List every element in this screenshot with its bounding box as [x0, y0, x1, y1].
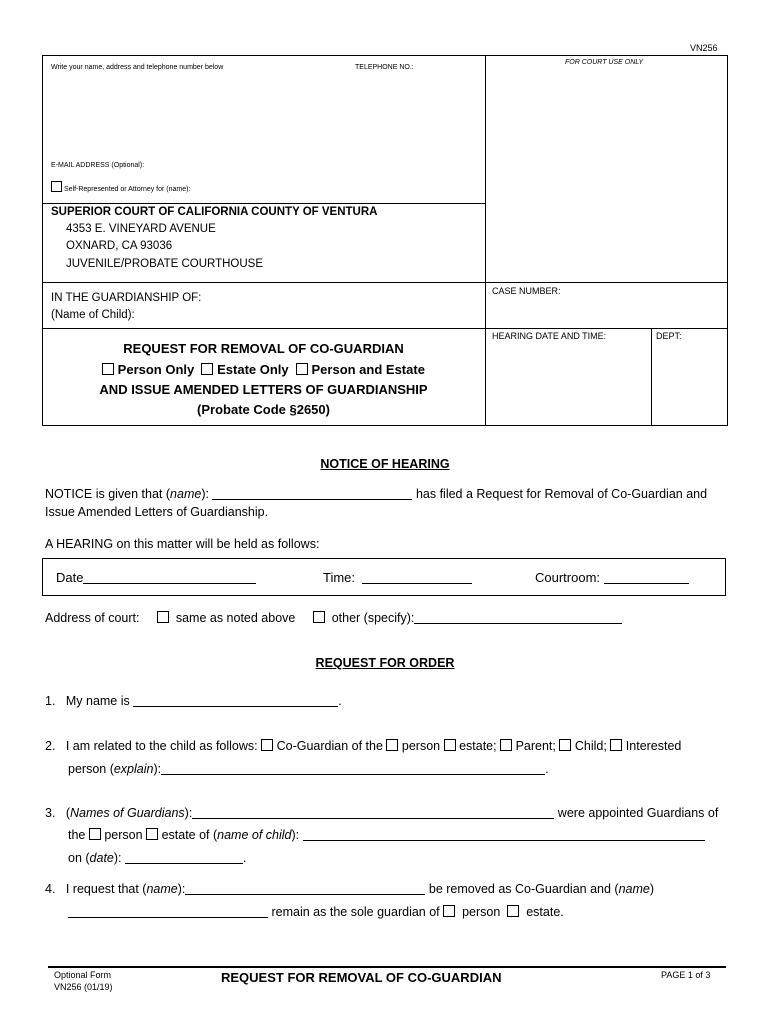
guardians-names-label: Names of Guardians: [70, 806, 185, 820]
item-4-line2: [68, 905, 564, 919]
child-rel-label: Child;: [574, 739, 607, 753]
estate-only-checkbox[interactable]: [201, 363, 213, 375]
time-field[interactable]: [362, 571, 472, 584]
coguardian-checkbox[interactable]: [261, 739, 273, 751]
title-line3: AND ISSUE AMENDED LETTERS OF GUARDIANSHIP: [99, 382, 428, 397]
item-4-prefix: I request that (: [65, 882, 147, 896]
form-id: VN256: [690, 43, 718, 53]
item-1-num: 1.: [45, 694, 56, 708]
name-address-label: Write your name, address and telephone number below: [51, 64, 224, 71]
court-name: SUPERIOR COURT OF CALIFORNIA COUNTY OF VENTURA: [51, 206, 378, 218]
courtroom-label: Courtroom:: [535, 570, 601, 585]
divider: [42, 328, 728, 329]
address-row: [45, 611, 622, 625]
self-rep-row: [51, 181, 190, 193]
item-3-num: 3.: [45, 806, 56, 820]
date-row: [56, 570, 256, 585]
item-4: [45, 882, 654, 896]
parent-checkbox[interactable]: [500, 739, 512, 751]
notice-line2: Issue Amended Letters of Guardianship.: [45, 505, 269, 519]
item-3-open: (: [65, 806, 71, 820]
coguardian-label: Co-Guardian of the: [276, 739, 383, 753]
person-only-checkbox[interactable]: [102, 363, 114, 375]
item-3-line2: [68, 828, 705, 842]
form-title: REQUEST FOR REMOVAL OF CO-GUARDIAN: [123, 341, 404, 356]
footer-title: REQUEST FOR REMOVAL OF CO-GUARDIAN: [221, 970, 502, 985]
divider: [42, 203, 485, 204]
appointed-estate-checkbox[interactable]: [146, 828, 158, 840]
notice-suffix: ):: [201, 487, 209, 501]
item-4-name2-label: name: [618, 882, 650, 896]
item-1-text: My name is: [65, 694, 130, 708]
appointed-person-label: person: [104, 828, 143, 842]
courtroom-row: [535, 570, 689, 585]
date-field[interactable]: [83, 571, 256, 584]
notice-name-field[interactable]: [212, 487, 412, 500]
time-label: Time:: [323, 570, 356, 585]
page-number: PAGE 1 of 3: [661, 970, 711, 980]
date-label: Date: [56, 570, 84, 585]
coguardian-person-label: person: [401, 739, 441, 753]
title-options: [42, 362, 485, 377]
remain-person-checkbox[interactable]: [443, 905, 455, 917]
appointed-date-field[interactable]: [125, 851, 243, 864]
coguardian-person-checkbox[interactable]: [386, 739, 398, 751]
explain-label: explain: [113, 762, 154, 776]
coguardian-estate-label: estate;: [459, 739, 497, 753]
divider: [42, 282, 728, 283]
dept-label: DEPT:: [656, 331, 682, 341]
child-name-field[interactable]: [303, 828, 705, 841]
hearing-label: HEARING DATE AND TIME:: [492, 331, 607, 341]
item-4-close: ):: [177, 882, 186, 896]
explain-field[interactable]: [161, 762, 545, 775]
estate-of-label: estate of (: [161, 828, 218, 842]
form-revision: VN256 (01/19): [54, 982, 113, 992]
remain-estate-label: estate.: [526, 905, 564, 919]
divider: [651, 328, 652, 426]
other-address-checkbox[interactable]: [313, 611, 325, 623]
item-2: [45, 739, 681, 753]
estate-only-label: Estate Only: [217, 362, 289, 377]
coguardian-estate-checkbox[interactable]: [444, 739, 456, 751]
case-number-label: CASE NUMBER:: [492, 286, 561, 296]
child-name-label: name of child: [217, 828, 292, 842]
courthouse: JUVENILE/PROBATE COURTHOUSE: [66, 258, 264, 270]
self-rep-label: Self-Represented or Attorney for (name):: [63, 186, 191, 193]
date-close: ):: [113, 851, 122, 865]
guardianship-label: IN THE GUARDIANSHIP OF:: [51, 292, 202, 304]
self-rep-checkbox[interactable]: [51, 181, 62, 192]
item-2-end: .: [545, 762, 549, 776]
footer-rule: [48, 966, 726, 968]
interested-label: Interested: [625, 739, 682, 753]
courtroom-field[interactable]: [604, 571, 689, 584]
court-use-label: FOR COURT USE ONLY: [565, 59, 644, 66]
item-3-end: .: [243, 851, 247, 865]
item-1: [45, 694, 342, 708]
court-street: 4353 E. VINEYARD AVENUE: [66, 223, 216, 235]
remain-person-label: person: [462, 905, 501, 919]
divider: [485, 55, 486, 426]
hearing-text: A HEARING on this matter will be held as follows:: [45, 537, 320, 551]
item-1-end: .: [338, 694, 342, 708]
notice-name-label: name: [170, 487, 202, 501]
person-estate-label: Person and Estate: [311, 362, 425, 377]
appointed-label: were appointed Guardians of: [557, 806, 719, 820]
person-estate-checkbox[interactable]: [296, 363, 308, 375]
email-label: E-MAIL ADDRESS (Optional):: [51, 162, 145, 169]
other-address-label: other (specify):: [331, 611, 415, 625]
item-3-close: ):: [184, 806, 193, 820]
same-address-checkbox[interactable]: [157, 611, 169, 623]
optional-form-label: Optional Form: [54, 970, 112, 980]
child-checkbox[interactable]: [559, 739, 571, 751]
item-4-name-label: name: [146, 882, 178, 896]
address-label: Address of court:: [45, 611, 140, 625]
request-heading: REQUEST FOR ORDER: [315, 656, 455, 670]
removed-name-field[interactable]: [185, 882, 425, 895]
explain-prefix: person (: [68, 762, 114, 776]
time-row: [323, 570, 472, 585]
explain-suffix: ):: [153, 762, 162, 776]
person-only-label: Person Only: [117, 362, 195, 377]
item-4-close2: ): [649, 882, 655, 896]
telephone-label: TELEPHONE NO.:: [355, 64, 414, 71]
removed-label: be removed as Co-Guardian and (: [428, 882, 619, 896]
notice-line1: [45, 487, 707, 501]
item-3: [45, 806, 718, 820]
item-4-num: 4.: [45, 882, 56, 896]
notice-prefix: NOTICE is given that (: [45, 487, 171, 501]
interested-checkbox[interactable]: [610, 739, 622, 751]
guardians-names-field[interactable]: [192, 806, 554, 819]
child-name-close: ):: [291, 828, 300, 842]
remain-estate-checkbox[interactable]: [507, 905, 519, 917]
item-2-num: 2.: [45, 739, 56, 753]
court-city: OXNARD, CA 93036: [66, 240, 173, 252]
remaining-name-field[interactable]: [68, 905, 268, 918]
item-2-line2: [68, 762, 549, 776]
appointed-person-checkbox[interactable]: [89, 828, 101, 840]
item-3-line3: [68, 851, 247, 865]
other-address-field[interactable]: [414, 611, 622, 624]
my-name-field[interactable]: [133, 694, 338, 707]
same-address-label: same as noted above: [175, 611, 296, 625]
the-label: the: [68, 828, 86, 842]
notice-heading: NOTICE OF HEARING: [320, 457, 450, 471]
remain-label: remain as the sole guardian of: [271, 905, 440, 919]
item-2-text: I am related to the child as follows:: [65, 739, 258, 753]
parent-label: Parent;: [515, 739, 556, 753]
notice-filed-text: has filed a Request for Removal of Co-Guardian and: [415, 487, 708, 501]
on-label: on (: [68, 851, 90, 865]
child-label: (Name of Child):: [51, 309, 135, 321]
date-label-italic: date: [89, 851, 114, 865]
title-line4: (Probate Code §2650): [197, 402, 330, 417]
